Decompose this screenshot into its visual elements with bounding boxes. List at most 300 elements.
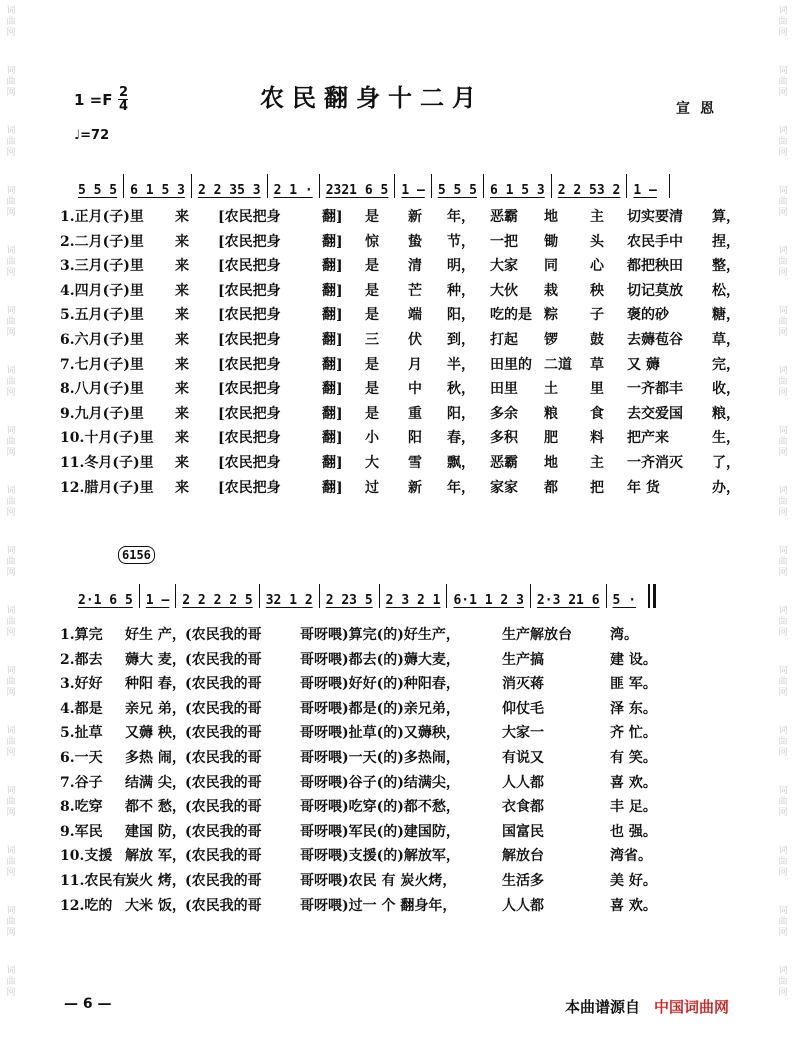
- watermark-char: 网: [6, 328, 16, 338]
- lyric-segment: 6.一天: [60, 750, 103, 766]
- lyric-segment: 种阳 春，: [125, 676, 186, 693]
- watermark-char: 网: [6, 748, 16, 758]
- notation-line-2: [78, 580, 656, 608]
- lyric-segment: 都把秧田: [627, 258, 683, 275]
- song-title: 农民翻身十二月: [260, 84, 484, 112]
- measure: 5 ·: [606, 584, 642, 608]
- lyric-segment: 喜 欢。: [610, 774, 657, 791]
- watermark-char: 曲: [6, 137, 16, 147]
- lyric-segment: [农民把身: [218, 307, 281, 324]
- watermark-char: 网: [6, 208, 16, 218]
- lyric-segment: 来: [175, 307, 189, 324]
- watermark-char: 词: [6, 546, 16, 556]
- watermark-char: 曲: [778, 557, 788, 567]
- watermark-char: 词: [6, 66, 16, 76]
- lyric-segment: 农民手中: [627, 233, 683, 250]
- lyric-segment: 哥呀喂)军民(的)建国防，: [300, 823, 460, 840]
- page-number: — 6 —: [64, 996, 112, 1012]
- lyric-segment: 新: [408, 209, 422, 225]
- watermark-char: 曲: [778, 77, 788, 87]
- lyric-segment: 草，: [712, 332, 740, 348]
- lyric-segment: 来: [175, 233, 189, 250]
- lyric-segment: 蛰: [408, 233, 422, 250]
- measure: 2 1 ·: [267, 174, 319, 198]
- watermark-char: 网: [778, 508, 788, 518]
- lyric-segment: 来: [175, 381, 189, 398]
- lyric-segment: 哥呀喂)好好(的)种阳春，: [300, 676, 460, 693]
- watermark-char: 词: [778, 246, 788, 256]
- watermark-char: 曲: [778, 497, 788, 507]
- watermark-group: [2, 246, 20, 279]
- lyric-segment: 翻]: [322, 381, 343, 398]
- lyric-segment: 1.算完: [60, 627, 103, 643]
- lyric-segment: (农民我的哥: [185, 823, 262, 840]
- lyric-segment: 解放 军，: [125, 848, 186, 865]
- lyric-segment: 秋，: [447, 381, 475, 398]
- lyric-segment: 11.农民有: [60, 873, 127, 889]
- lyric-segment: (农民我的哥: [185, 799, 262, 816]
- lyric-segment: 恶霸: [490, 209, 518, 225]
- watermark-char: 曲: [778, 437, 788, 447]
- watermark-char: 网: [778, 988, 788, 998]
- watermark-char: 词: [6, 846, 16, 856]
- lyric-segment: 生活多: [502, 873, 544, 889]
- lyric-segment: 多热 闹，: [125, 750, 186, 766]
- lyric-segment: 栽: [544, 282, 558, 299]
- lyric-segment: 翻]: [322, 455, 343, 471]
- lyric-segment: 端: [408, 307, 422, 324]
- lyric-segment: 肥: [544, 430, 558, 447]
- lyric-segment: 收，: [712, 381, 740, 398]
- watermark-char: 网: [778, 88, 788, 98]
- lyric-segment: 哥呀喂)一天(的)多热闹，: [300, 750, 460, 766]
- watermark-char: 曲: [6, 917, 16, 927]
- watermark-char: 网: [6, 568, 16, 578]
- watermark-group: [2, 366, 20, 399]
- lyric-segment: 去交爱国: [627, 405, 683, 422]
- measure: 2321 6 5: [319, 174, 395, 198]
- watermark-char: 词: [778, 6, 788, 16]
- watermark-char: 词: [778, 966, 788, 976]
- lyric-segment: 一齐消灭: [627, 455, 683, 471]
- lyric-segment: 8.八月(子)里: [60, 381, 144, 398]
- watermark-char: 网: [6, 868, 16, 878]
- lyric-segment: 翻]: [322, 209, 343, 225]
- lyric-segment: [农民把身: [218, 233, 281, 250]
- lyric-segment: 褒的砂: [627, 307, 669, 324]
- lyric-segment: 翻]: [322, 430, 343, 447]
- measure: 1 —: [139, 584, 175, 608]
- watermark-char: 曲: [778, 617, 788, 627]
- lyric-segment: 翻]: [322, 307, 343, 324]
- watermark-char: 曲: [778, 977, 788, 987]
- lyric-segment: 春，: [447, 430, 475, 447]
- lyric-segment: 来: [175, 405, 189, 422]
- lyric-segment: 主: [590, 209, 604, 225]
- lyric-segment: 秧: [590, 282, 604, 299]
- watermark-char: 词: [6, 666, 16, 676]
- lyric-segment: [农民把身: [218, 479, 281, 496]
- lyric-segment: 子: [590, 307, 604, 324]
- lyric-segment: 算，: [712, 209, 740, 225]
- watermark-group: [774, 66, 792, 99]
- watermark-char: 网: [6, 88, 16, 98]
- watermark-char: 网: [778, 28, 788, 38]
- watermark-group: [774, 966, 792, 999]
- lyric-segment: 捏，: [712, 233, 740, 250]
- lyric-segment: 节，: [447, 233, 475, 250]
- lyric-segment: 雪: [408, 455, 422, 471]
- lyric-segment: 哥呀喂)支援(的)解放军，: [300, 848, 460, 865]
- watermark-char: 词: [6, 726, 16, 736]
- lyric-segment: (农民我的哥: [185, 651, 262, 668]
- lyric-segment: 有说又: [502, 750, 544, 766]
- lyric-segment: 年 货: [627, 479, 660, 496]
- measure: 1 —: [626, 174, 662, 198]
- lyric-segment: 多积: [490, 430, 518, 447]
- source-site-link[interactable]: 中国词曲网: [654, 998, 730, 1016]
- watermark-char: 词: [778, 66, 788, 76]
- lyric-segment: [农民把身: [218, 258, 281, 275]
- watermark-group: [774, 666, 792, 699]
- time-numerator: 2: [118, 85, 128, 100]
- lyric-segment: 2.都去: [60, 651, 103, 668]
- watermark-char: 曲: [6, 497, 16, 507]
- grace-note-ornament: 6156: [118, 546, 155, 564]
- lyric-segment: 过: [365, 479, 379, 496]
- watermark-char: 曲: [6, 857, 16, 867]
- lyric-segment: 粽: [544, 307, 558, 324]
- lyric-segment: 来: [175, 356, 189, 373]
- lyric-segment: 月: [408, 356, 422, 373]
- watermark-char: 网: [6, 988, 16, 998]
- lyric-segment: 仰仗毛: [502, 700, 544, 717]
- measure: 2 2 2 2 5: [175, 584, 258, 608]
- lyric-segment: 田里的: [490, 356, 532, 373]
- lyric-segment: (农民我的哥: [185, 873, 262, 889]
- lyric-segment: 打起: [490, 332, 518, 348]
- lyric-segment: 锣: [544, 332, 558, 348]
- lyric-segment: 都: [544, 479, 558, 496]
- lyric-segment: 9.九月(子)里: [60, 405, 144, 422]
- lyric-segment: 恶霸: [490, 455, 518, 471]
- lyric-segment: 把产来: [627, 430, 669, 447]
- watermark-char: 词: [778, 786, 788, 796]
- watermark-char: 曲: [6, 437, 16, 447]
- lyric-segment: 泽 东。: [610, 700, 657, 717]
- watermark-char: 词: [6, 126, 16, 136]
- lyric-segment: 大家: [490, 258, 518, 275]
- time-denominator: 4: [118, 99, 128, 114]
- lyric-segment: 一齐都丰: [627, 381, 683, 398]
- lyric-segment: 4.四月(子)里: [60, 282, 144, 299]
- lyric-segment: 来: [175, 455, 189, 471]
- lyric-segment: 是: [365, 282, 379, 299]
- watermark-char: 网: [778, 628, 788, 638]
- lyric-segment: 也 强。: [610, 823, 657, 840]
- lyric-segment: 9.军民: [60, 823, 103, 840]
- watermark-group: [774, 306, 792, 339]
- lyric-segment: 翻]: [322, 356, 343, 373]
- lyric-segment: 5.扯草: [60, 725, 103, 742]
- lyric-segment: 来: [175, 479, 189, 496]
- watermark-char: 曲: [6, 977, 16, 987]
- measure: 2 23 5: [319, 584, 379, 608]
- lyric-segment: 阳，: [447, 307, 475, 324]
- lyric-segment: 明，: [447, 258, 475, 275]
- watermark-group: [2, 966, 20, 999]
- watermark-char: 曲: [778, 317, 788, 327]
- lyric-segment: (农民我的哥: [185, 897, 262, 914]
- lyric-segment: 大: [365, 455, 379, 471]
- lyric-segment: 来: [175, 282, 189, 299]
- watermark-char: 曲: [6, 17, 16, 27]
- watermark-char: 网: [778, 868, 788, 878]
- lyric-segment: 薅大 麦，: [125, 651, 186, 668]
- lyric-segment: (农民我的哥: [185, 627, 262, 643]
- watermark-group: [774, 246, 792, 279]
- lyric-segment: 大家一: [502, 725, 544, 742]
- lyric-segment: 地: [544, 209, 558, 225]
- lyric-segment: 办，: [712, 479, 740, 496]
- watermark-char: 曲: [6, 317, 16, 327]
- lyric-segment: 松，: [712, 282, 740, 299]
- lyric-segment: 哥呀喂)算完(的)好生产，: [300, 627, 460, 643]
- watermark-char: 曲: [778, 797, 788, 807]
- measure: 5 5 5: [78, 183, 118, 198]
- lyric-segment: 1.正月(子)里: [60, 209, 144, 225]
- watermark-char: 词: [778, 666, 788, 676]
- lyric-segment: 丰 足。: [610, 799, 657, 816]
- lyric-segment: 半，: [447, 356, 475, 373]
- watermark-group: [774, 366, 792, 399]
- lyric-segment: 中: [408, 381, 422, 398]
- watermark-group: [2, 186, 20, 219]
- watermark-char: 网: [6, 448, 16, 458]
- lyric-segment: 人人都: [502, 897, 544, 914]
- watermark-group: [774, 726, 792, 759]
- song-author: 宣恩: [676, 101, 724, 117]
- lyric-segment: 又 薅: [627, 356, 660, 373]
- notation-line-1: [78, 170, 670, 198]
- watermark-char: 词: [6, 186, 16, 196]
- lyric-segment: 翻]: [322, 479, 343, 496]
- lyric-segment: 吃的是: [490, 307, 532, 324]
- lyric-segment: 齐 忙。: [610, 725, 657, 742]
- measure: 6 1 5 3: [483, 174, 551, 198]
- lyric-segment: 家家: [490, 479, 518, 496]
- lyric-segment: [农民把身: [218, 381, 281, 398]
- watermark-group: [2, 126, 20, 159]
- right-watermark-strip: [774, 0, 792, 1049]
- watermark-char: 词: [778, 846, 788, 856]
- lyric-segment: [农民把身: [218, 356, 281, 373]
- lyric-segment: 多余: [490, 405, 518, 422]
- watermark-char: 词: [778, 426, 788, 436]
- lyric-segment: 阳: [408, 430, 422, 447]
- measure: 5 5 5: [431, 174, 483, 198]
- watermark-char: 词: [6, 906, 16, 916]
- lyric-segment: 把: [590, 479, 604, 496]
- measure: 6·1 1 2 3: [446, 584, 529, 608]
- lyric-segment: 5.五月(子)里: [60, 307, 144, 324]
- lyric-segment: 飘，: [447, 455, 475, 471]
- watermark-char: 曲: [778, 737, 788, 747]
- measure: 1 —: [394, 174, 430, 198]
- watermark-char: 网: [6, 508, 16, 518]
- lyric-segment: 料: [590, 430, 604, 447]
- watermark-char: 网: [6, 688, 16, 698]
- lyric-segment: 粮: [544, 405, 558, 422]
- lyric-segment: 草: [590, 356, 604, 373]
- lyric-segment: 是: [365, 307, 379, 324]
- watermark-char: 词: [6, 786, 16, 796]
- watermark-char: 网: [6, 148, 16, 158]
- lyric-segment: 人人都: [502, 774, 544, 791]
- lyric-segment: 衣食都: [502, 799, 544, 816]
- watermark-char: 网: [778, 388, 788, 398]
- lyric-segment: 生产解放台: [502, 627, 572, 643]
- watermark-char: 词: [6, 6, 16, 16]
- watermark-group: [774, 186, 792, 219]
- lyric-segment: (农民我的哥: [185, 774, 262, 791]
- watermark-group: [2, 306, 20, 339]
- lyric-segment: (农民我的哥: [185, 700, 262, 717]
- watermark-group: [2, 786, 20, 819]
- lyric-segment: 又薅 秧，: [125, 725, 186, 742]
- lyric-segment: 哥呀喂)扯草(的)又薅秧，: [300, 725, 460, 742]
- watermark-group: [2, 6, 20, 39]
- lyric-segment: 年，: [447, 479, 475, 496]
- lyric-segment: 完，: [712, 356, 740, 373]
- left-watermark-strip: [2, 0, 20, 1049]
- lyric-segment: 同: [544, 258, 558, 275]
- watermark-char: 词: [6, 966, 16, 976]
- lyric-segment: 10.十月(子)里: [60, 430, 154, 447]
- lyric-segment: 主: [590, 455, 604, 471]
- watermark-char: 词: [6, 306, 16, 316]
- lyric-segment: 生，: [712, 430, 740, 447]
- watermark-char: 曲: [6, 737, 16, 747]
- watermark-char: 曲: [6, 77, 16, 87]
- lyric-segment: 清: [408, 258, 422, 275]
- key-label: 1 =F: [74, 90, 113, 109]
- lyric-segment: 消灭蒋: [502, 676, 544, 693]
- lyric-segment: 哥呀喂)过一 个 翻身年，: [300, 897, 457, 914]
- watermark-char: 词: [778, 906, 788, 916]
- watermark-char: 网: [778, 808, 788, 818]
- watermark-char: 网: [6, 628, 16, 638]
- lyric-segment: 大伙: [490, 282, 518, 299]
- lyric-segment: 哥呀喂)农民 有 炭火烤，: [300, 873, 457, 889]
- measure: 2 3 2 1: [379, 584, 447, 608]
- lyric-segment: [农民把身: [218, 455, 281, 471]
- watermark-char: 词: [778, 366, 788, 376]
- measure: 2 2 53 2: [551, 174, 627, 198]
- lyric-segment: 一把: [490, 233, 518, 250]
- watermark-group: [2, 606, 20, 639]
- lyric-segment: 年，: [447, 209, 475, 225]
- lyric-segment: 有 笑。: [610, 750, 657, 766]
- watermark-char: 网: [6, 388, 16, 398]
- watermark-char: 曲: [6, 617, 16, 627]
- lyric-segment: 12.吃的: [60, 897, 113, 914]
- watermark-group: [774, 846, 792, 879]
- watermark-char: 曲: [6, 797, 16, 807]
- watermark-char: 网: [778, 268, 788, 278]
- watermark-char: 网: [778, 748, 788, 758]
- watermark-char: 网: [778, 928, 788, 938]
- watermark-char: 词: [778, 486, 788, 496]
- time-signature: [118, 86, 128, 113]
- lyric-segment: [农民把身: [218, 430, 281, 447]
- lyric-segment: 地: [544, 455, 558, 471]
- lyric-segment: 鼓: [590, 332, 604, 348]
- lyric-segment: 12.腊月(子)里: [60, 479, 154, 496]
- lyric-segment: 去薅苞谷: [627, 332, 683, 348]
- lyric-segment: 伏: [408, 332, 422, 348]
- lyric-segment: 二道: [544, 356, 572, 373]
- watermark-char: 网: [778, 208, 788, 218]
- watermark-char: 曲: [6, 377, 16, 387]
- watermark-char: 曲: [778, 917, 788, 927]
- lyric-segment: 8.吃穿: [60, 799, 103, 816]
- lyric-segment: 来: [175, 258, 189, 275]
- lyric-segment: 好生 产，: [125, 627, 186, 643]
- watermark-group: [774, 126, 792, 159]
- barline: [669, 174, 671, 198]
- lyric-segment: 了，: [712, 455, 740, 471]
- watermark-char: 词: [6, 486, 16, 496]
- watermark-char: 词: [6, 606, 16, 616]
- watermark-char: 网: [778, 568, 788, 578]
- watermark-char: 网: [6, 268, 16, 278]
- lyric-segment: 是: [365, 209, 379, 225]
- watermark-char: 曲: [778, 257, 788, 267]
- watermark-char: 曲: [6, 257, 16, 267]
- lyric-segment: 翻]: [322, 282, 343, 299]
- lyric-segment: 3.好好: [60, 676, 103, 693]
- watermark-char: 词: [6, 246, 16, 256]
- lyric-segment: 建国 防，: [125, 823, 186, 840]
- lyric-segment: 来: [175, 209, 189, 225]
- lyric-segment: [农民把身: [218, 209, 281, 225]
- lyric-segment: 土: [544, 381, 558, 398]
- lyric-segment: 美 好。: [610, 873, 657, 889]
- lyric-segment: 3.三月(子)里: [60, 258, 144, 275]
- lyric-segment: 生产搞: [502, 651, 544, 668]
- watermark-char: 词: [778, 726, 788, 736]
- watermark-char: 词: [778, 306, 788, 316]
- measure: 32 1 2: [259, 584, 319, 608]
- lyric-segment: 粮，: [712, 405, 740, 422]
- lyric-segment: 头: [590, 233, 604, 250]
- lyric-segment: 田里: [490, 381, 518, 398]
- watermark-char: 词: [778, 186, 788, 196]
- watermark-char: 网: [6, 28, 16, 38]
- watermark-group: [774, 906, 792, 939]
- key-signature: [74, 86, 128, 113]
- watermark-char: 词: [778, 546, 788, 556]
- lyric-segment: 亲兄 弟，: [125, 700, 186, 717]
- lyric-segment: 结满 尖，: [125, 774, 186, 791]
- lyric-segment: 2.二月(子)里: [60, 233, 144, 250]
- tempo-marking: ♩=72: [74, 128, 110, 143]
- lyric-segment: 哥呀喂)吃穿(的)都不愁，: [300, 799, 460, 816]
- lyric-segment: (农民我的哥: [185, 750, 262, 766]
- lyric-segment: 糖，: [712, 307, 740, 324]
- watermark-group: [2, 66, 20, 99]
